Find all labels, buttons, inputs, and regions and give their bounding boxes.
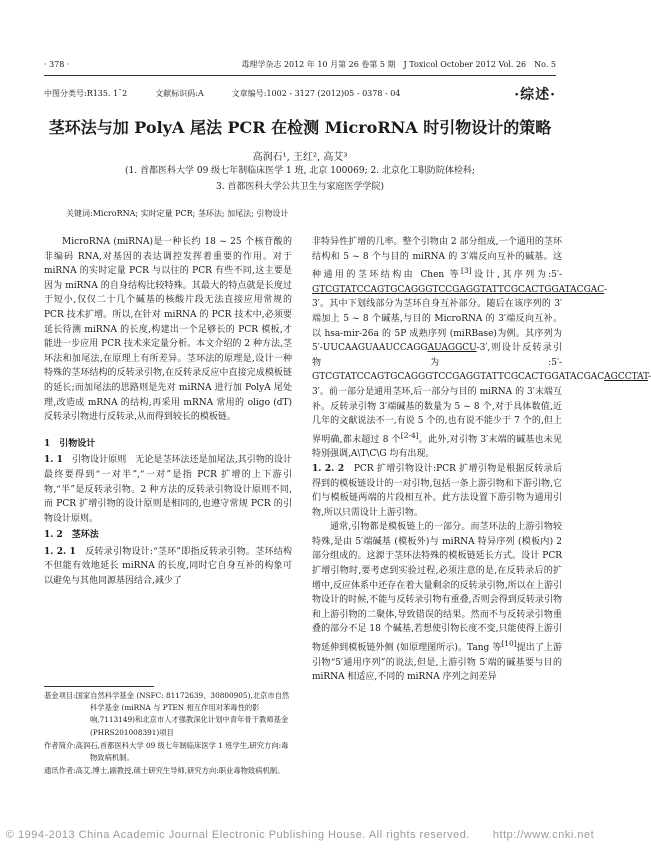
text-run: -3′,则设计反转录引物为:5′-GTCGTATCCAGTGCAGGGTCCGAGGTATTCGCACTGGATACGAC: [312, 343, 605, 383]
citation[interactable]: [10]: [501, 639, 517, 649]
header-divider: [44, 75, 556, 76]
affiliation-line: (1. 首都医科大学 09 级七年制临床医学 1 班, 北京 100069; 2. 北京化工职防院体检科;: [125, 166, 475, 176]
funding-note: 基金项目:国家自然科学基金 (NSFC: 81172639、30800905),北京市自然科学基金 (miRNA 与 PTEN 相互作用对苯毒性的影响,7113149)和北京市人才强教深化计划中青年骨干教师基金 (PHRS201008391)项目: [44, 691, 290, 737]
upstream-primer-paragraph: [312, 520, 562, 685]
footnotes: [44, 690, 292, 778]
author-bio-note: 作者简介:高润石,首都医科大学 09 级七年制临床医学 1 班学生,研究方向:毒物致病机制。: [44, 740, 289, 763]
page-number: · 378 ·: [44, 59, 70, 69]
subsection-text: 反转录引物设计:“茎环”即指反转录引物。茎环结构不但能有效地延长 miRNA 的长度,同时它自身互补的构象可以避免与其他同源基因结合,减少了: [44, 546, 292, 587]
subsection-text: PCR 扩增引物设计:PCR 扩增引物是根据反转录后得到的模板链设计的一对引物,包括一条上游引物和下游引物,它们与模板链两端的片段相互补。此方法设置下游引物为通用引物,所以只需设计上游引物。: [312, 463, 562, 518]
article-number: 文章编号:1002 - 3127 (2012)05 - 0378 - 04: [231, 89, 401, 98]
subsection-number: 1. 2. 2: [312, 463, 354, 474]
journal-info: 毒理学杂志 2012 年 10 月第 26 卷第 5 期 J Toxicol October 2012 Vol. 26 No. 5: [241, 59, 556, 69]
corresponding-author-note: 通讯作者:高艾,博士,副教授,硕士研究生导师,研究方向:职业毒物致病机制。: [44, 766, 285, 776]
subsection-text: 引物设计原则 无论是茎环法还是加尾法,其引物的设计最终要得到“一对半”,“一对”是指 PCR 扩增的上下游引物,“半”是反转录引物。2 种方法的反转录引物设计原则不同,而 PCR 扩增引物的设计原则是相同的,也遵守常规 PCR 的引物设计原则。: [44, 455, 292, 524]
left-column: [44, 235, 292, 589]
text-run: 设计,其序列为:5′-: [471, 270, 562, 281]
subsection-number: 1. 2. 1: [44, 546, 86, 557]
author-list: 高润石¹, 王红², 高艾³: [252, 152, 348, 163]
section-1-1: [44, 453, 292, 526]
running-header: [44, 56, 556, 72]
copyright-watermark: © 1994-2013 China Academic Journal Electronic Publishing House. All rights reserved. http://www.cnki.net: [5, 829, 595, 841]
text-run: -3′。前一部分是通用茎环,后一部分与目的 miRNA 的 3′末端互补。反转录引物 3′端碱基的数量为 5 ~ 8 个,对于具体数值,近几年的文献说法不一,有说 5 个的,也有说不能少于 7 个的,但上界明确,都未超过 8 个: [312, 372, 651, 445]
subsection-number: 1. 1: [44, 455, 72, 466]
affiliations: [60, 163, 540, 195]
intro-paragraph: MicroRNA (miRNA)是一种长约 18 ~ 25 个核苷酸的非编码 RNA,对基因的表达调控发挥着重要的作用。对于 miRNA 的实时定量 PCR 与以往的 PCR 有些不同,这主要是因为 miRNA 的自身结构比较特殊。其最大的特点就是长度过于短小,仅仅二十几个碱基的核酸片段无法直接应用常规的 PCR 技术扩增。所以,在针对 miRNA 的 PCR 技术中,必须要延长待测 miRNA 的长度,构建出一个足够长的 PCR 模板,才能进一步应用 PCR 技术来定量分析。本文介绍的 2 种方法,茎环法和加尾法,在原理上有所差异。茎环法的原理是,设计一种特殊的茎环结构的反转录引物,在反转录反应中直接完成模板链的延长;而加尾法的思路则是先对 miRNA 进行加 PolyA 尾处理,改造成 mRNA 的结构,再采用 mRNA 常用的 oligo (dT)反转录引物进行反转录,从而得到较长的模板链。: [44, 237, 292, 423]
affiliation-line: 3. 首都医科大学公共卫生与家庭医学学院): [216, 182, 384, 192]
stemloop-paragraph: [312, 235, 651, 462]
article-title: 茎环法与加 PolyA 尾法 PCR 在检测 MicroRNA 时引物设计的策略: [48, 118, 552, 137]
text-run: 通常,引物都是模板链上的一部分。而茎环法的上游引物较特殊,是由 5′端碱基 (模板外)与 miRNA 特异序列 (模板内) 2 部分组成的。这源于茎环法特殊的模板链延长方式。设计 PCR 扩增引物时,要考虑到实验过程,必须注意的是,在反转录后的扩增中,反应体系中还存在着大量剩余的反转录引物,所以在上游引物设计的时候,不能与反转录引物有重叠,否则会得到反转录引物和上游引物的二聚体,导致错误的结果。然而不与反转录引物重叠的部分不足 18 个碱基,若想使引物长度不变,只能使得上游引物延伸到模板链外侧 (如原理图所示)。Tang 等: [312, 522, 562, 654]
clc-number: 中图分类号:R135. 1ˉ2: [44, 89, 128, 98]
text-run: 非特异性扩增的几率。整个引物由 2 部分组成,一个通用的茎环结构和 5 ~ 8 个与目的 miRNA 的 3′端反向互补的碱基。这种通用的茎环结构由 Chen 等: [312, 237, 562, 281]
right-column: [312, 235, 651, 685]
mirna-target-sequence: AUAGGCU: [427, 343, 477, 354]
primer-complement-sequence: AGCCTAT: [604, 372, 648, 383]
citation[interactable]: [2-4]: [400, 430, 419, 440]
section-heading: 1 引物设计: [44, 438, 96, 449]
subsection-heading: 1. 2 茎环法: [44, 530, 99, 541]
section-1-2-1: [44, 545, 292, 589]
document-code: 文献标识码:A: [155, 89, 204, 98]
text-run: 。此外,对引物 3′末端的碱基也未见特别强调,A\T\C\G 均有出现。: [312, 434, 562, 460]
stemloop-sequence: GTCGTATCCAGTGCAGGGTCCGAGGTATTCGCACTGGATACGAC: [312, 284, 605, 295]
article-meta: [44, 88, 556, 99]
column-label: ·综述·: [514, 87, 556, 103]
text-run: -3′。其中下划线部分为茎环自身互补部分。随后在该序列的 3′端加上 5 ~ 8 个碱基,与目的 MicroRNA 的 3′端反向互补。以 hsa-mir-26a 的 5P 成熟序列 (miRBase)为例。其序列为 5′-UUCAAGUAAUCCAGG: [312, 284, 608, 354]
citation[interactable]: [3]: [461, 266, 472, 276]
section-1-2-2: [312, 462, 562, 520]
footnote-divider: [44, 686, 154, 687]
text-run: 提出了上游引物“5′通用序列”的说法,但是,上游引物 5′端的碱基要与目的 miRNA 相适应,不同的 miRNA 序列之间差异: [312, 643, 562, 683]
keywords: 关键词:MicroRNA; 实时定量 PCR; 茎环法; 加尾法; 引物设计: [66, 209, 289, 218]
